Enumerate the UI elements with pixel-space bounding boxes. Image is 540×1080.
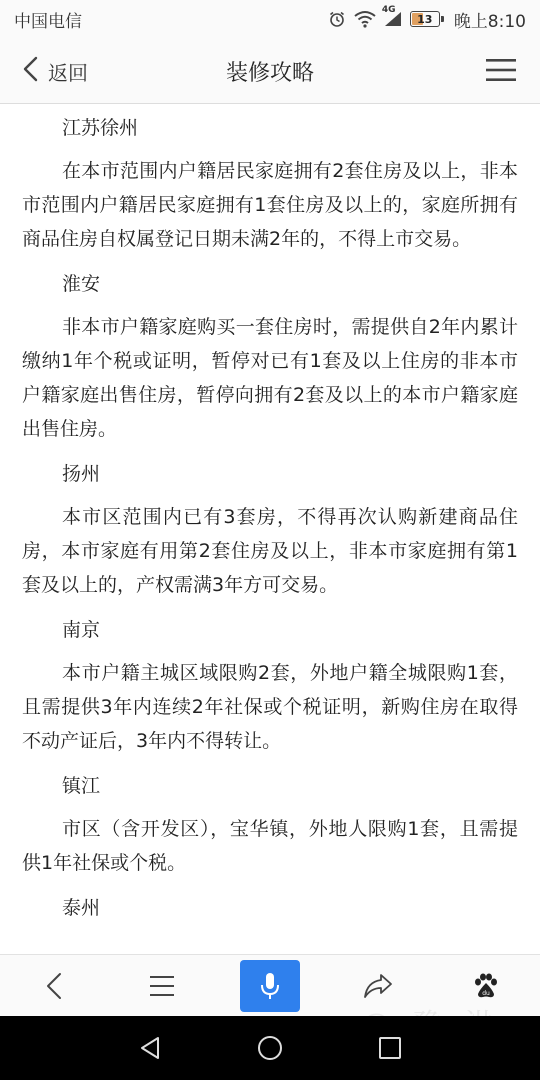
city-heading: 扬州	[62, 463, 101, 485]
signal-icon	[381, 5, 402, 27]
back-icon	[45, 972, 63, 1000]
back-button[interactable]	[22, 52, 88, 90]
baidu-paw-icon	[472, 972, 500, 1000]
toolbar-menu-button[interactable]	[132, 961, 192, 1011]
nav-recents-icon	[378, 1036, 402, 1060]
hamburger-icon	[484, 56, 518, 84]
toolbar-back-button[interactable]	[24, 961, 84, 1011]
nav-back-icon	[139, 1036, 161, 1060]
system-nav-bar	[0, 1016, 540, 1080]
city-heading: 江苏徐州	[62, 117, 139, 139]
nav-recents-button[interactable]	[370, 1028, 410, 1068]
microphone-icon	[259, 971, 281, 1001]
policy-paragraph: 在本市范围内户籍居民家庭拥有2套住房及以上，非本市范围内户籍居民家庭拥有1套住房及以上的，家庭所拥有商品住房自权属登记日期未满2年的，不得上市交易。	[22, 160, 518, 250]
voice-search-button[interactable]	[240, 960, 300, 1012]
city-heading: 镇江	[62, 775, 101, 797]
city-heading: 泰州	[62, 897, 101, 919]
policy-paragraph: 本市户籍主城区域限购2套，外地户籍全城限购1套，且需提供3年内连续2年社保或个税证明，新购住房在取得不动产证后，3年内不得转让。	[22, 662, 518, 752]
nav-home-icon	[257, 1035, 283, 1061]
share-button[interactable]	[348, 961, 408, 1011]
bottom-toolbar	[0, 954, 540, 1016]
page-title: 装修攻略	[225, 60, 314, 86]
status-bar	[0, 0, 540, 38]
network-type-label: 4G	[381, 5, 396, 15]
carrier-label: 中国电信	[14, 11, 82, 32]
wifi-icon	[354, 10, 376, 28]
battery-icon	[410, 11, 440, 27]
share-icon	[363, 973, 393, 999]
header-bar	[0, 38, 540, 104]
menu-button[interactable]	[484, 56, 518, 84]
battery-level: 13	[417, 12, 433, 26]
policy-paragraph: 市区（含开发区），宝华镇，外地人限购1套，且需提供1年社保或个税。	[22, 818, 518, 874]
city-heading: 南京	[62, 619, 101, 641]
policy-paragraph: 非本市户籍家庭购买一套住房时，需提供自2年内累计缴纳1年个税或证明，暂停对已有1套及以上住房的非本市户籍家庭出售住房，暂停向拥有2套及以上的本市户籍家庭出售住房。	[22, 316, 518, 440]
baidu-home-button[interactable]	[456, 961, 516, 1011]
back-label: 返回	[48, 60, 88, 85]
svg-text:du: du	[482, 989, 490, 997]
city-heading: 淮安	[62, 273, 101, 295]
article-content[interactable]	[0, 104, 540, 954]
alarm-icon	[328, 10, 346, 28]
menu-list-icon	[149, 975, 175, 997]
chevron-left-icon	[22, 56, 38, 87]
nav-back-button[interactable]	[130, 1028, 170, 1068]
policy-paragraph: 本市区范围内已有3套房，不得再次认购新建商品住房，本市家庭有用第2套住房及以上，非本市家庭拥有第1套及以上的，产权需满3年方可交易。	[22, 506, 518, 596]
time-label: 晚上8:10	[453, 11, 526, 32]
status-icons	[328, 7, 526, 32]
nav-home-button[interactable]	[250, 1028, 290, 1068]
